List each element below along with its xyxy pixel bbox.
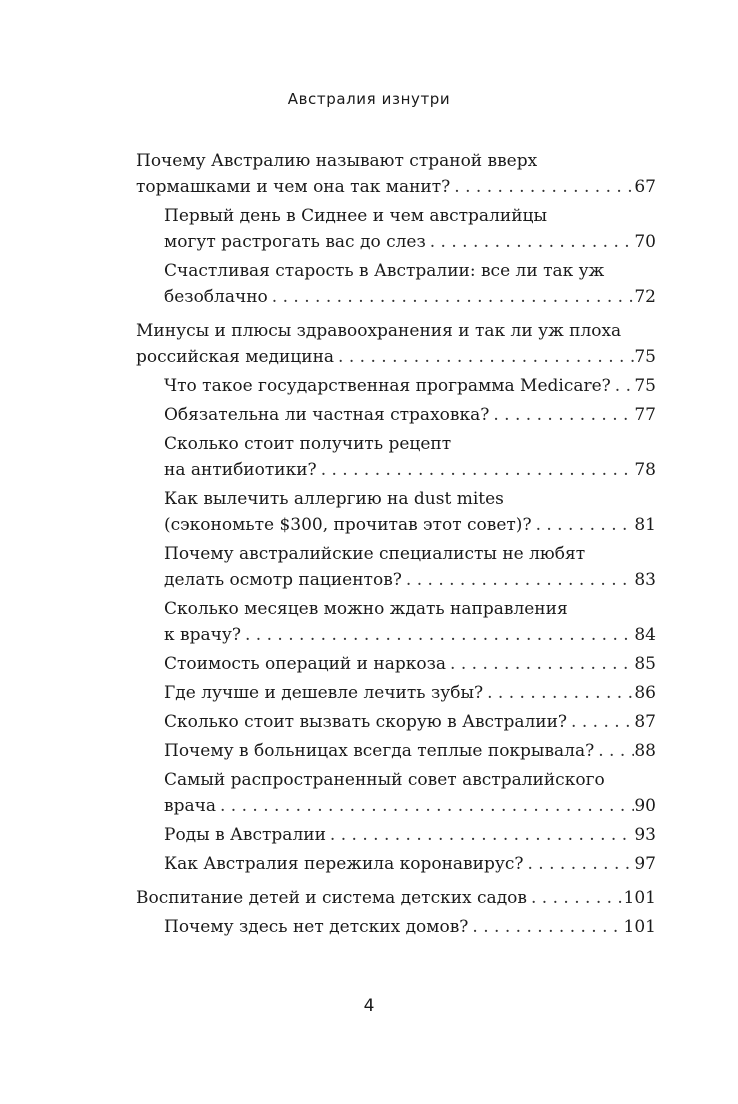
toc-entry-title-line: врача bbox=[164, 796, 216, 816]
toc-subentry[interactable] bbox=[136, 258, 656, 310]
toc-entry[interactable] bbox=[136, 318, 656, 370]
toc-entry-title-line: делать осмотр пациентов? bbox=[164, 570, 402, 590]
dot-leader bbox=[567, 709, 634, 735]
toc-subentry[interactable] bbox=[136, 431, 656, 483]
dot-leader bbox=[268, 284, 635, 310]
dot-leader bbox=[489, 402, 634, 428]
toc-section bbox=[136, 885, 656, 940]
dot-leader bbox=[326, 822, 634, 848]
dot-leader bbox=[450, 174, 634, 200]
toc-subentry[interactable] bbox=[136, 203, 656, 255]
toc-entry-title-line: Почему австралийские специалисты не любят bbox=[164, 544, 586, 564]
toc-entry-title-line: Воспитание детей и система детских садов bbox=[136, 888, 527, 908]
toc-page-number: 86 bbox=[634, 683, 656, 703]
toc-page-number: 77 bbox=[634, 405, 656, 425]
toc-entry-title-line: на антибиотики? bbox=[164, 460, 317, 480]
toc-page-number: 90 bbox=[634, 796, 656, 816]
toc-subentry[interactable] bbox=[136, 680, 656, 706]
running-header: Австралия изнутри bbox=[287, 90, 451, 108]
toc-page-number: 87 bbox=[634, 712, 656, 732]
toc-entry-title-line: Стоимость операций и наркоза bbox=[164, 654, 447, 674]
toc-section bbox=[136, 148, 656, 310]
toc-entry-title-line: Как Австралия пережила коронавирус? bbox=[164, 854, 524, 874]
toc-entry-title-line: Сколько стоит вызвать скорую в Австралии? bbox=[164, 712, 568, 732]
toc-subentry[interactable] bbox=[136, 914, 656, 940]
toc-subentry[interactable] bbox=[136, 373, 656, 399]
toc-page-number: 67 bbox=[634, 177, 656, 197]
toc-page-number: 93 bbox=[634, 825, 656, 845]
toc-entry-title-line: могут растрогать вас до слез bbox=[164, 232, 426, 252]
toc-section bbox=[136, 318, 656, 877]
toc-entry[interactable] bbox=[136, 148, 656, 200]
dot-leader bbox=[611, 373, 635, 399]
toc-entry-title-line: безоблачно bbox=[164, 287, 268, 307]
toc-subentry[interactable] bbox=[136, 402, 656, 428]
toc-page-number: 84 bbox=[634, 625, 656, 645]
toc-subentry[interactable] bbox=[136, 486, 656, 538]
table-of-contents bbox=[136, 148, 656, 948]
toc-subentry[interactable] bbox=[136, 822, 656, 848]
dot-leader bbox=[317, 457, 635, 483]
toc-entry-title-line: Почему в больницах всегда теплые покрывала? bbox=[164, 741, 595, 761]
toc-subentry[interactable] bbox=[136, 738, 656, 764]
toc-entry-title-line: (сэкономьте $300, прочитав этот совет)? bbox=[164, 515, 532, 535]
toc-page-number: 75 bbox=[634, 347, 656, 367]
toc-page-number: 97 bbox=[634, 854, 656, 874]
toc-subentry[interactable] bbox=[136, 851, 656, 877]
dot-leader bbox=[523, 851, 634, 877]
toc-page-number: 78 bbox=[634, 460, 656, 480]
toc-entry-title-line: Что такое государственная программа Medicare? bbox=[164, 376, 611, 396]
toc-entry-title-line: Сколько стоит получить рецепт bbox=[164, 434, 452, 454]
dot-leader bbox=[241, 622, 634, 648]
toc-entry-title-line: Где лучше и дешевле лечить зубы? bbox=[164, 683, 484, 703]
toc-entry-title-line: Счастливая старость в Австралии: все ли так уж bbox=[164, 261, 605, 281]
toc-subentry[interactable] bbox=[136, 767, 656, 819]
toc-entry-title-line: Минусы и плюсы здравоохранения и так ли уж плоха bbox=[136, 321, 622, 341]
dot-leader bbox=[483, 680, 634, 706]
toc-entry-title-line: Самый распространенный совет австралийского bbox=[164, 770, 605, 790]
footer-page-number: 4 bbox=[363, 996, 375, 1016]
dot-leader bbox=[532, 512, 635, 538]
toc-subentry[interactable] bbox=[136, 541, 656, 593]
dot-leader bbox=[334, 344, 634, 370]
dot-leader bbox=[426, 229, 635, 255]
toc-subentry[interactable] bbox=[136, 596, 656, 648]
toc-entry[interactable] bbox=[136, 885, 656, 911]
dot-leader bbox=[527, 885, 624, 911]
toc-entry-title-line: Первый день в Сиднее и чем австралийцы bbox=[164, 206, 547, 226]
dot-leader bbox=[594, 738, 634, 764]
toc-entry-title-line: Сколько месяцев можно ждать направления bbox=[164, 599, 568, 619]
dot-leader bbox=[446, 651, 634, 677]
toc-entry-title-line: российская медицина bbox=[136, 347, 335, 367]
toc-page-number: 88 bbox=[634, 741, 656, 761]
toc-page-number: 101 bbox=[623, 888, 656, 908]
toc-entry-title-line: Почему Австралию называют страной вверх bbox=[136, 151, 538, 171]
dot-leader bbox=[216, 793, 634, 819]
toc-page-number: 83 bbox=[634, 570, 656, 590]
toc-entry-title-line: к врачу? bbox=[164, 625, 241, 645]
toc-entry-title-line: Почему здесь нет детских домов? bbox=[164, 917, 469, 937]
toc-page-number: 101 bbox=[623, 917, 656, 937]
toc-page-number: 70 bbox=[634, 232, 656, 252]
toc-subentry[interactable] bbox=[136, 651, 656, 677]
toc-page-number: 72 bbox=[634, 287, 656, 307]
toc-subentry[interactable] bbox=[136, 709, 656, 735]
dot-leader bbox=[402, 567, 634, 593]
toc-page-number: 81 bbox=[634, 515, 656, 535]
toc-page-number: 75 bbox=[634, 376, 656, 396]
toc-entry-title-line: Обязательна ли частная страховка? bbox=[164, 405, 490, 425]
toc-page-number: 85 bbox=[634, 654, 656, 674]
dot-leader bbox=[468, 914, 623, 940]
toc-entry-title-line: тормашками и чем она так манит? bbox=[136, 177, 451, 197]
toc-entry-title-line: Роды в Австралии bbox=[164, 825, 326, 845]
toc-entry-title-line: Как вылечить аллергию на dust mites bbox=[164, 489, 504, 509]
